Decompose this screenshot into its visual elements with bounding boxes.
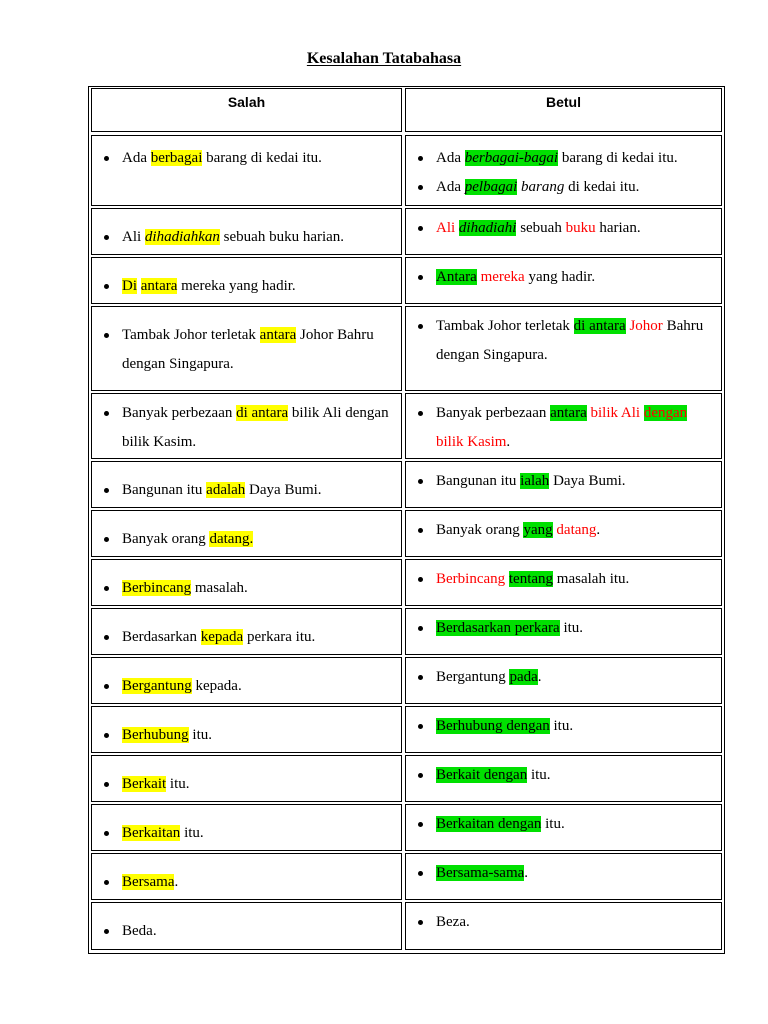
- table-row: [89, 461, 724, 508]
- salah-cell: [91, 608, 402, 655]
- text-segment: itu.: [549, 718, 574, 734]
- salah-item: [92, 623, 401, 652]
- text-segment: datang: [556, 522, 597, 538]
- text-segment: Daya Bumi.: [549, 473, 626, 489]
- betul-item: [406, 761, 721, 790]
- salah-item: [92, 399, 401, 457]
- salah-list: [92, 525, 401, 554]
- salah-list: [92, 819, 401, 848]
- table-row: [89, 306, 724, 391]
- betul-list: [406, 263, 721, 292]
- betul-cell: [405, 393, 722, 459]
- betul-cell: [405, 135, 722, 206]
- text-segment: perkara itu.: [243, 629, 316, 645]
- yellow-highlight-text: berbagai: [150, 150, 203, 166]
- text-segment: masalah.: [191, 580, 248, 596]
- salah-item: [92, 819, 401, 848]
- text-segment: itu.: [541, 816, 565, 832]
- green-highlight-text: pada: [509, 669, 538, 685]
- table-row: [89, 257, 724, 304]
- betul-cell: [405, 657, 722, 704]
- text-segment: barang di kedai itu.: [202, 150, 322, 166]
- header-salah: Salah: [227, 94, 266, 110]
- salah-cell: [91, 135, 402, 206]
- yellow-highlight-text: antara: [140, 278, 178, 294]
- salah-item: [92, 525, 401, 554]
- betul-list: [406, 516, 721, 545]
- betul-list: [406, 399, 721, 457]
- salah-cell: [91, 706, 402, 753]
- betul-list: [406, 810, 721, 839]
- green-highlight-text: dengan: [643, 405, 688, 421]
- salah-list: [92, 672, 401, 701]
- betul-list: [406, 663, 721, 692]
- yellow-highlight-text: dihadiahkan: [144, 229, 220, 245]
- text-segment: kepada.: [191, 678, 242, 694]
- salah-item: [92, 223, 401, 252]
- green-highlight-text: Berdasarkan perkara: [436, 620, 560, 636]
- betul-item: [406, 312, 721, 370]
- betul-cell: [405, 559, 722, 606]
- betul-cell: [405, 902, 722, 950]
- salah-list: [92, 223, 401, 252]
- text-segment: barang di kedai itu.: [558, 150, 678, 166]
- betul-item: [406, 810, 721, 839]
- text-segment: Ali: [122, 229, 145, 245]
- green-highlight-text: yang: [523, 522, 553, 538]
- table-header-row: [89, 88, 724, 132]
- green-highlight-text: Berkait dengan: [436, 767, 528, 783]
- green-highlight-text: berbagai-bagai: [464, 150, 559, 166]
- salah-list: [92, 868, 401, 897]
- text-segment: Banyak orang: [436, 522, 524, 538]
- salah-cell: [91, 208, 402, 255]
- betul-cell: [405, 510, 722, 557]
- text-segment: .: [506, 434, 511, 450]
- text-segment: bilik Ali dengan bilik Kasim.: [122, 405, 389, 450]
- yellow-highlight-text: Berkait: [122, 776, 167, 792]
- betul-list: [406, 312, 721, 370]
- table-row: [89, 853, 724, 900]
- text-segment: .: [537, 669, 542, 685]
- betul-item: [406, 663, 721, 692]
- yellow-highlight-text: antara: [259, 327, 297, 343]
- salah-cell: [91, 461, 402, 508]
- betul-list: [406, 908, 721, 937]
- table-row: [89, 135, 724, 206]
- salah-cell: [91, 804, 402, 851]
- betul-item: [406, 173, 721, 202]
- text-segment: bilik Kasim: [436, 434, 507, 450]
- page-title: Kesalahan Tatabahasa: [306, 50, 462, 67]
- yellow-highlight-text: Di: [122, 278, 137, 294]
- betul-cell: [405, 706, 722, 753]
- text-segment: .: [174, 874, 179, 890]
- text-segment: sebuah: [516, 220, 566, 236]
- text-segment: Banyak perbezaan: [122, 405, 237, 421]
- green-highlight-text: dihadiahi: [458, 220, 517, 236]
- salah-list: [92, 574, 401, 603]
- text-segment: Banyak orang: [122, 531, 210, 547]
- betul-cell: [405, 608, 722, 655]
- green-highlight-text: Antara: [436, 269, 477, 285]
- text-segment: Tambak Johor terletak: [436, 318, 574, 334]
- text-segment: mereka: [480, 269, 525, 285]
- table-row: [89, 902, 724, 950]
- header-betul: Betul: [546, 94, 581, 110]
- green-highlight-text: Berkaitan dengan: [436, 816, 542, 832]
- text-segment: Berdasarkan: [122, 629, 201, 645]
- table-row: [89, 393, 724, 459]
- salah-cell: [91, 755, 402, 802]
- green-highlight-text: Berhubung dengan: [436, 718, 550, 734]
- salah-item: [92, 272, 401, 301]
- text-segment: Ada: [436, 179, 465, 195]
- green-highlight-text: ialah: [520, 473, 550, 489]
- salah-item: [92, 770, 401, 799]
- text-segment: di kedai itu.: [564, 179, 640, 195]
- salah-list: [92, 476, 401, 505]
- salah-item: [92, 321, 401, 379]
- yellow-highlight-text: Bergantung: [122, 678, 192, 694]
- salah-item: [92, 721, 401, 750]
- salah-item: [92, 476, 401, 505]
- salah-list: [92, 721, 401, 750]
- betul-list: [406, 614, 721, 643]
- betul-item: [406, 712, 721, 741]
- betul-cell: [405, 257, 722, 304]
- betul-cell: [405, 755, 722, 802]
- betul-item: [406, 144, 721, 173]
- salah-item: [92, 574, 401, 603]
- salah-list: [92, 770, 401, 799]
- green-highlight-text: antara: [550, 405, 587, 421]
- salah-item: [92, 672, 401, 701]
- betul-list: [406, 859, 721, 888]
- yellow-highlight-text: di antara: [236, 405, 289, 421]
- betul-cell: [405, 853, 722, 900]
- salah-list: [92, 272, 401, 301]
- salah-item: [92, 917, 401, 946]
- table-row: [89, 657, 724, 704]
- betul-item: [406, 908, 721, 937]
- salah-list: [92, 917, 401, 946]
- betul-list: [406, 712, 721, 741]
- text-segment: buku: [565, 220, 596, 236]
- text-segment: Berbincang: [436, 571, 506, 587]
- text-segment: itu.: [559, 620, 584, 636]
- betul-cell: [405, 208, 722, 255]
- betul-cell: [405, 306, 722, 391]
- salah-list: [92, 144, 401, 173]
- text-segment: itu.: [180, 825, 204, 841]
- text-segment: Banyak perbezaan: [436, 405, 551, 421]
- betul-list: [406, 761, 721, 790]
- salah-list: [92, 321, 401, 379]
- text-segment: Bergantung: [436, 669, 510, 685]
- salah-list: [92, 399, 401, 457]
- salah-cell: [91, 657, 402, 704]
- green-highlight-text: tentang: [508, 571, 554, 587]
- table-row: [89, 559, 724, 606]
- text-segment: Daya Bumi.: [245, 482, 322, 498]
- header-cell-betul: [405, 88, 722, 132]
- table-row: [89, 608, 724, 655]
- yellow-highlight-text: adalah: [206, 482, 246, 498]
- text-segment: masalah itu.: [553, 571, 630, 587]
- salah-item: [92, 144, 401, 173]
- text-segment: mereka yang hadir.: [177, 278, 296, 294]
- yellow-highlight-text: Berkaitan: [122, 825, 181, 841]
- betul-list: [406, 214, 721, 243]
- text-segment: itu.: [188, 727, 213, 743]
- green-highlight-text: di antara: [573, 318, 626, 334]
- text-segment: .: [596, 522, 601, 538]
- betul-item: [406, 467, 721, 496]
- text-segment: Bangunan itu: [122, 482, 207, 498]
- salah-list: [92, 623, 401, 652]
- text-segment: Beda.: [122, 923, 157, 939]
- text-segment: Johor Bahru dengan Singapura.: [122, 327, 374, 372]
- salah-cell: [91, 306, 402, 391]
- table-row: [89, 510, 724, 557]
- salah-cell: [91, 393, 402, 459]
- text-segment: bilik Ali: [590, 405, 641, 421]
- yellow-highlight-text: Bersama: [122, 874, 175, 890]
- table-row: [89, 804, 724, 851]
- text-segment: itu.: [166, 776, 190, 792]
- text-segment: itu.: [527, 767, 551, 783]
- betul-item: [406, 263, 721, 292]
- text-segment: Bangunan itu: [436, 473, 521, 489]
- betul-cell: [405, 461, 722, 508]
- text-segment: harian.: [595, 220, 641, 236]
- betul-item: [406, 399, 721, 457]
- text-segment: Beza.: [436, 914, 470, 930]
- green-highlight-text: Bersama-sama: [436, 865, 525, 881]
- betul-item: [406, 516, 721, 545]
- text-segment: Bahru dengan Singapura.: [436, 318, 704, 363]
- yellow-highlight-text: Berhubung: [122, 727, 189, 743]
- betul-item: [406, 565, 721, 594]
- salah-cell: [91, 559, 402, 606]
- salah-cell: [91, 510, 402, 557]
- header-cell-salah: [91, 88, 402, 132]
- betul-item: [406, 859, 721, 888]
- green-highlight-text: pelbagai: [464, 179, 518, 195]
- text-segment: Tambak Johor terletak: [122, 327, 260, 343]
- salah-item: [92, 868, 401, 897]
- table-row: [89, 706, 724, 753]
- betul-list: [406, 467, 721, 496]
- table-row: [89, 208, 724, 255]
- text-segment: barang: [521, 179, 565, 195]
- betul-item: [406, 214, 721, 243]
- text-segment: Ali: [436, 220, 459, 236]
- text-segment: .: [524, 865, 529, 881]
- grammar-table: [88, 86, 725, 954]
- yellow-highlight-text: Berbincang: [122, 580, 192, 596]
- betul-list: [406, 144, 721, 202]
- table-row: [89, 755, 724, 802]
- betul-item: [406, 614, 721, 643]
- salah-cell: [91, 853, 402, 900]
- text-segment: sebuah buku harian.: [219, 229, 345, 245]
- betul-cell: [405, 804, 722, 851]
- salah-cell: [91, 257, 402, 304]
- yellow-highlight-text: kepada: [200, 629, 244, 645]
- salah-cell: [91, 902, 402, 950]
- yellow-highlight-text: datang.: [209, 531, 254, 547]
- text-segment: yang hadir.: [524, 269, 596, 285]
- betul-list: [406, 565, 721, 594]
- text-segment: Ada: [122, 150, 151, 166]
- text-segment: Johor: [629, 318, 663, 334]
- text-segment: Ada: [436, 150, 465, 166]
